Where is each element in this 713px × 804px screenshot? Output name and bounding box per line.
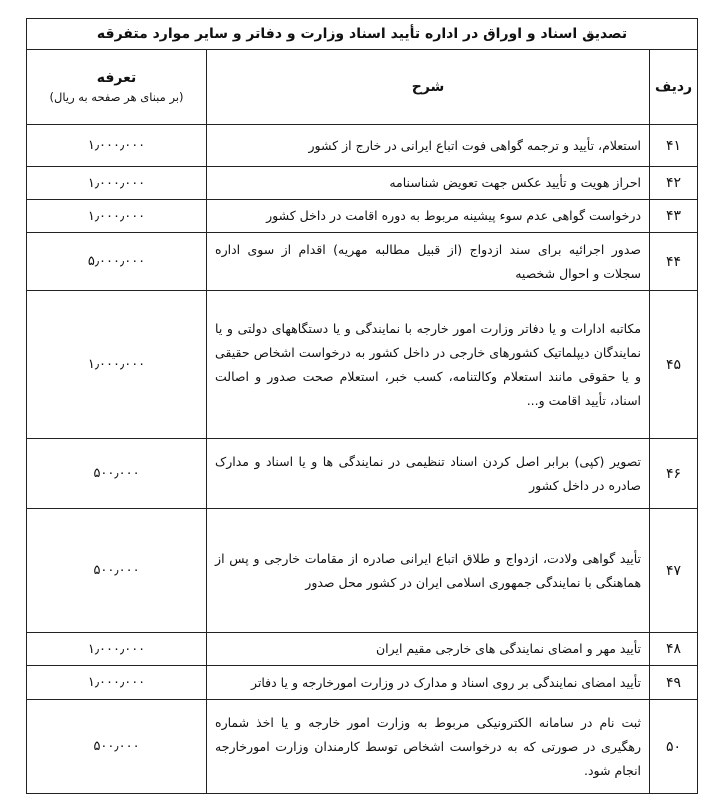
row-fee: ۵٫۰۰۰٫۰۰۰ (27, 233, 207, 291)
row-number: ۴۷ (650, 509, 698, 633)
table-row (27, 439, 698, 509)
row-description: تصویر (کپی) برابر اصل کردن اسناد تنظیمی در نمایندگی ها و یا اسناد و مدارک صادره در داخل کشور (207, 439, 650, 509)
row-fee: ۵۰۰٫۰۰۰ (27, 700, 207, 794)
row-description: ثبت نام در سامانه الکترونیکی مربوط به وزارت امور خارجه و یا اخذ شماره رهگیری در صورتی که به درخواست اشخاص توسط کارمندان وزارت امورخارجه انجام شود. (207, 700, 650, 794)
row-fee: ۵۰۰٫۰۰۰ (27, 509, 207, 633)
row-fee: ۱٫۰۰۰٫۰۰۰ (27, 167, 207, 200)
row-description: تأیید مهر و امضای نمایندگی های خارجی مقیم ایران (207, 633, 650, 666)
row-description: استعلام، تأیید و ترجمه گواهی فوت اتباع ایرانی در خارج از کشور (207, 125, 650, 167)
row-number: ۴۶ (650, 439, 698, 509)
table-row (27, 200, 698, 233)
row-fee: ۱٫۰۰۰٫۰۰۰ (27, 125, 207, 167)
table-title: تصدیق اسناد و اوراق در اداره تأیید اسناد وزارت و دفاتر و سایر موارد متفرقه (27, 19, 698, 50)
row-number: ۴۸ (650, 633, 698, 666)
fee-table (26, 18, 698, 794)
table-row (27, 291, 698, 439)
row-number: ۴۴ (650, 233, 698, 291)
row-fee: ۵۰۰٫۰۰۰ (27, 439, 207, 509)
row-number: ۵۰ (650, 700, 698, 794)
header-row-number: ردیف (650, 50, 698, 125)
header-fee-title: تعرفه (96, 70, 137, 86)
row-fee: ۱٫۰۰۰٫۰۰۰ (27, 291, 207, 439)
table-row (27, 633, 698, 666)
row-number: ۴۹ (650, 666, 698, 700)
row-description: تأیید گواهی ولادت، ازدواج و طلاق اتباع ایرانی صادره از مقامات خارجی و پس از هماهنگی با نمایندگی جمهوری اسلامی ایران در کشور محل صدور (207, 509, 650, 633)
row-description: صدور اجرائیه برای سند ازدواج (از قبیل مطالبه مهریه) اقدام از سوی اداره سجلات و احوال شخصیه (207, 233, 650, 291)
row-fee: ۱٫۰۰۰٫۰۰۰ (27, 200, 207, 233)
row-description: تأیید امضای نمایندگی بر روی اسناد و مدارک در وزارت امورخارجه و یا دفاتر (207, 666, 650, 700)
header-fee-note: (بر مبنای هر صفحه به ریال) (49, 90, 184, 104)
table-row (27, 666, 698, 700)
row-number: ۴۲ (650, 167, 698, 200)
row-description: درخواست گواهی عدم سوء پیشینه مربوط به دوره اقامت در داخل کشور (207, 200, 650, 233)
table-row (27, 700, 698, 794)
row-fee: ۱٫۰۰۰٫۰۰۰ (27, 633, 207, 666)
table-row (27, 509, 698, 633)
row-number: ۴۱ (650, 125, 698, 167)
header-fee (27, 50, 207, 125)
table-body (27, 125, 698, 794)
row-number: ۴۳ (650, 200, 698, 233)
row-description: مکاتبه ادارات و یا دفاتر وزارت امور خارجه با نمایندگی و یا دستگاههای دولتی و یا نمایندگان دیپلماتیک کشورهای خارجی در داخل کشور به درخواست اشخاص حقیقی و یا حقوقی مانند استعلام وکالتنامه، کسب خبر، استعلام صحت صدور و اصالت اسناد، تأیید اقامت و... (207, 291, 650, 439)
row-description: احراز هویت و تأیید عکس جهت تعویض شناسنامه (207, 167, 650, 200)
row-fee: ۱٫۰۰۰٫۰۰۰ (27, 666, 207, 700)
table-row (27, 233, 698, 291)
table-row (27, 167, 698, 200)
table-row (27, 125, 698, 167)
row-number: ۴۵ (650, 291, 698, 439)
header-description: شرح (207, 50, 650, 125)
